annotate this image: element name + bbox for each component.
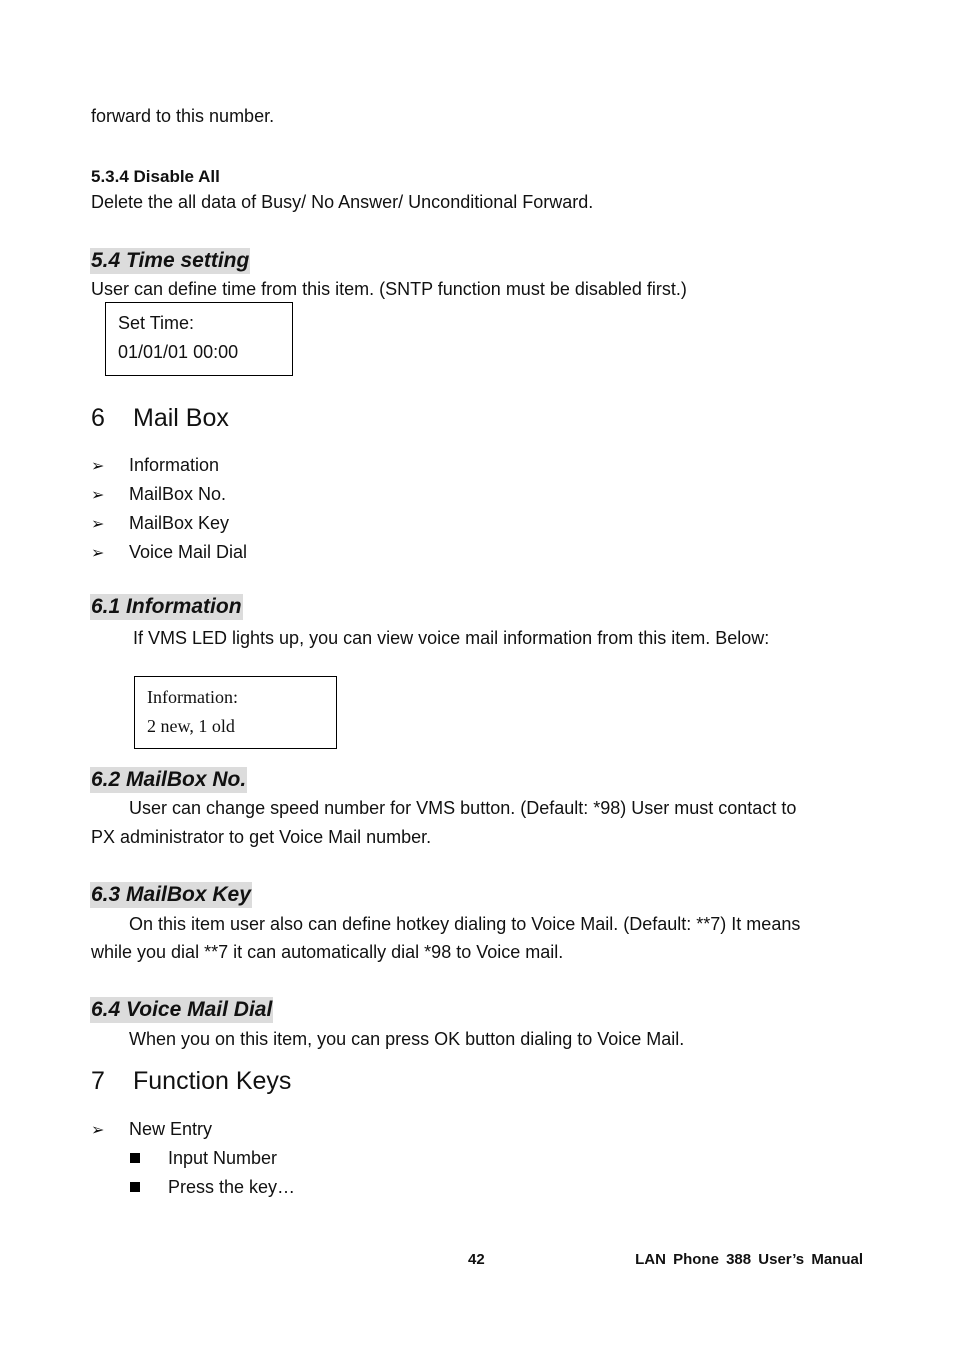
- sub-list-item: [130, 1147, 277, 1169]
- section-5-4-body: User can define time from this item. (SNTP function must be disabled first.): [91, 279, 687, 299]
- chapter-7-number: 7: [91, 1067, 105, 1095]
- intro-line: forward to this number.: [91, 106, 275, 126]
- section-6-2-title: 6.2 MailBox No.: [91, 768, 247, 791]
- section-6-2-body-line-1: User can change speed number for VMS button. (Default: *98) User must contact to: [129, 798, 797, 818]
- chapter-7-heading: [91, 1066, 291, 1096]
- list-item-label: New Entry: [129, 1119, 213, 1139]
- sub-list-item-label: Input Number: [168, 1148, 278, 1168]
- list-item: [91, 512, 229, 535]
- manual-title: LAN Phone 388 User’s Manual: [635, 1251, 863, 1268]
- list-item: [91, 541, 247, 564]
- chapter-6-title: Mail Box: [133, 404, 229, 432]
- list-item: [91, 454, 219, 477]
- section-6-3-body-line-1: On this item user also can define hotkey dialing to Voice Mail. (Default: **7) It means: [129, 914, 801, 934]
- square-bullet-icon: [130, 1153, 140, 1163]
- time-setting-value: 01/01/01 00:00: [118, 342, 239, 362]
- arrow-bullet-icon: ➢: [91, 543, 105, 562]
- sub-list-item-label: Press the key…: [168, 1177, 296, 1197]
- arrow-bullet-icon: ➢: [91, 1120, 105, 1139]
- mailbox-information-label: Information:: [147, 687, 238, 707]
- arrow-bullet-icon: ➢: [91, 514, 105, 533]
- list-item: [91, 1118, 212, 1141]
- section-6-4-title: 6.4 Voice Mail Dial: [91, 998, 273, 1021]
- section-6-3-title: 6.3 MailBox Key: [91, 883, 251, 906]
- section-6-1-body: If VMS LED lights up, you can view voice mail information from this item. Below:: [133, 628, 770, 648]
- section-5-3-4-body: Delete the all data of Busy/ No Answer/ Unconditional Forward.: [91, 192, 594, 212]
- time-setting-label: Set Time:: [118, 313, 195, 333]
- list-item: [91, 483, 226, 506]
- list-item-label: MailBox No.: [129, 484, 227, 504]
- chapter-6-number: 6: [91, 404, 105, 432]
- chapter-7-title: Function Keys: [133, 1067, 292, 1095]
- list-item-label: MailBox Key: [129, 513, 230, 533]
- mailbox-information-box: [134, 676, 337, 749]
- section-6-2-body-line-2: PX administrator to get Voice Mail number.: [91, 827, 432, 847]
- arrow-bullet-icon: ➢: [91, 456, 105, 475]
- mailbox-information-value: 2 new, 1 old: [147, 716, 235, 736]
- section-6-1-title: 6.1 Information: [91, 595, 242, 618]
- sub-list-item: [130, 1176, 295, 1198]
- section-5-3-4-title: 5.3.4 Disable All: [91, 167, 220, 186]
- arrow-bullet-icon: ➢: [91, 485, 105, 504]
- list-item-label: Voice Mail Dial: [129, 542, 248, 562]
- section-6-4-body: When you on this item, you can press OK button dialing to Voice Mail.: [129, 1029, 685, 1049]
- chapter-6-heading: [91, 403, 229, 433]
- square-bullet-icon: [130, 1182, 140, 1192]
- time-setting-box: [105, 302, 293, 376]
- section-6-3-body-line-2: while you dial **7 it can automatically dial *98 to Voice mail.: [91, 942, 564, 962]
- page-number: 42: [468, 1251, 485, 1268]
- list-item-label: Information: [129, 455, 220, 475]
- section-5-4-title: 5.4 Time setting: [91, 249, 250, 272]
